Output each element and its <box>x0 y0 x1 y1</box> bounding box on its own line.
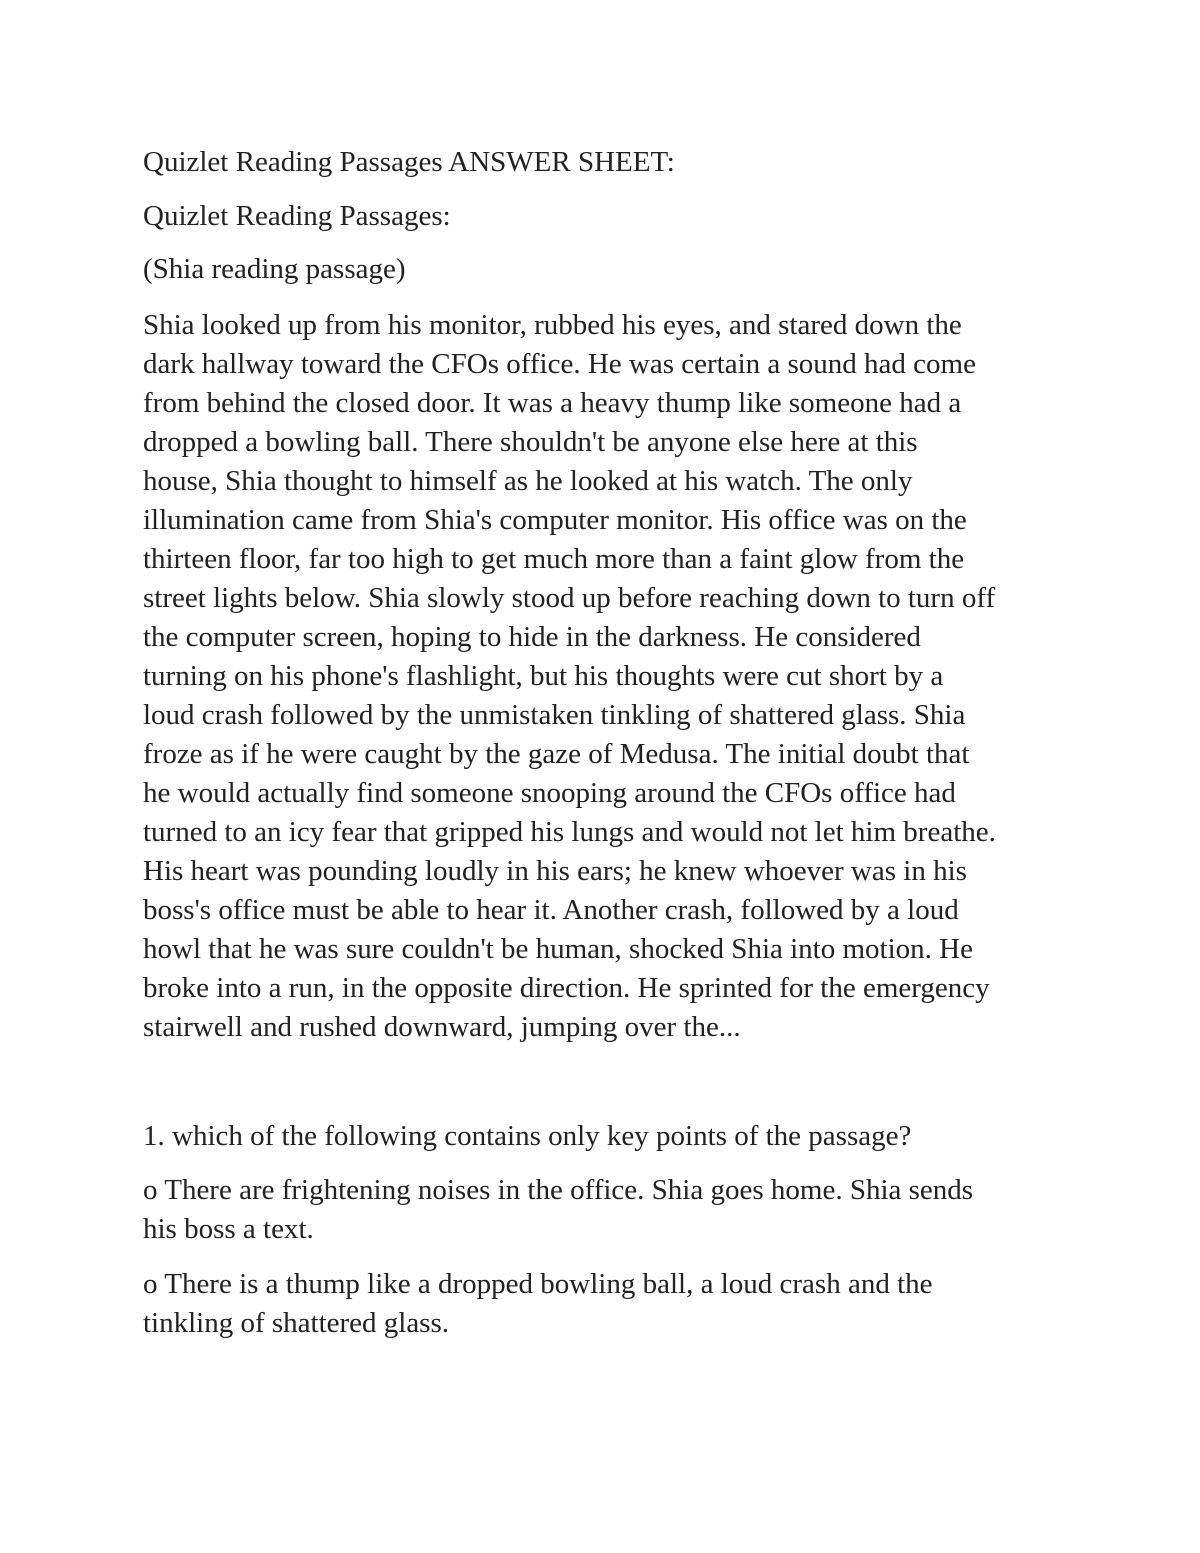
document-subtitle: Quizlet Reading Passages: <box>143 200 451 232</box>
passage-line: the computer screen, hoping to hide in the darkness. He considered <box>143 621 921 653</box>
passage-line: stairwell and rushed downward, jumping over the... <box>143 1011 741 1043</box>
passage-line: loud crash followed by the unmistaken tinkling of shattered glass. Shia <box>143 699 966 731</box>
passage-line: boss's office must be able to hear it. Another crash, followed by a loud <box>143 894 959 926</box>
option-line: o There are frightening noises in the office. Shia goes home. Shia sends <box>143 1174 974 1206</box>
passage-line: from behind the closed door. It was a heavy thump like someone had a <box>143 387 962 419</box>
passage-line: His heart was pounding loudly in his ears; he knew whoever was in his <box>143 855 967 887</box>
document-title: Quizlet Reading Passages ANSWER SHEET: <box>143 146 675 178</box>
passage-line: street lights below. Shia slowly stood up before reaching down to turn off <box>143 582 996 614</box>
option-line: o There is a thump like a dropped bowling ball, a loud crash and the <box>143 1268 933 1300</box>
passage-line: froze as if he were caught by the gaze of Medusa. The initial doubt that <box>143 738 970 770</box>
question-text: 1. which of the following contains only key points of the passage? <box>143 1120 912 1152</box>
passage-line: turned to an icy fear that gripped his lungs and would not let him breathe. <box>143 816 996 848</box>
passage-line: illumination came from Shia's computer monitor. His office was on the <box>143 504 967 536</box>
passage-line: dark hallway toward the CFOs office. He was certain a sound had come <box>143 348 976 380</box>
passage-line: broke into a run, in the opposite direction. He sprinted for the emergency <box>143 972 990 1004</box>
passage-label: (Shia reading passage) <box>143 253 406 285</box>
option-line: tinkling of shattered glass. <box>143 1307 450 1339</box>
passage-line: Shia looked up from his monitor, rubbed his eyes, and stared down the <box>143 309 962 341</box>
passage-line: dropped a bowling ball. There shouldn't be anyone else here at this <box>143 426 918 458</box>
passage-line: turning on his phone's flashlight, but his thoughts were cut short by a <box>143 660 944 692</box>
option-line: his boss a text. <box>143 1213 314 1245</box>
passage-line: house, Shia thought to himself as he looked at his watch. The only <box>143 465 913 497</box>
passage-line: howl that he was sure couldn't be human, shocked Shia into motion. He <box>143 933 973 965</box>
passage-line: thirteen floor, far too high to get much more than a faint glow from the <box>143 543 965 575</box>
passage-line: he would actually find someone snooping around the CFOs office had <box>143 777 956 809</box>
